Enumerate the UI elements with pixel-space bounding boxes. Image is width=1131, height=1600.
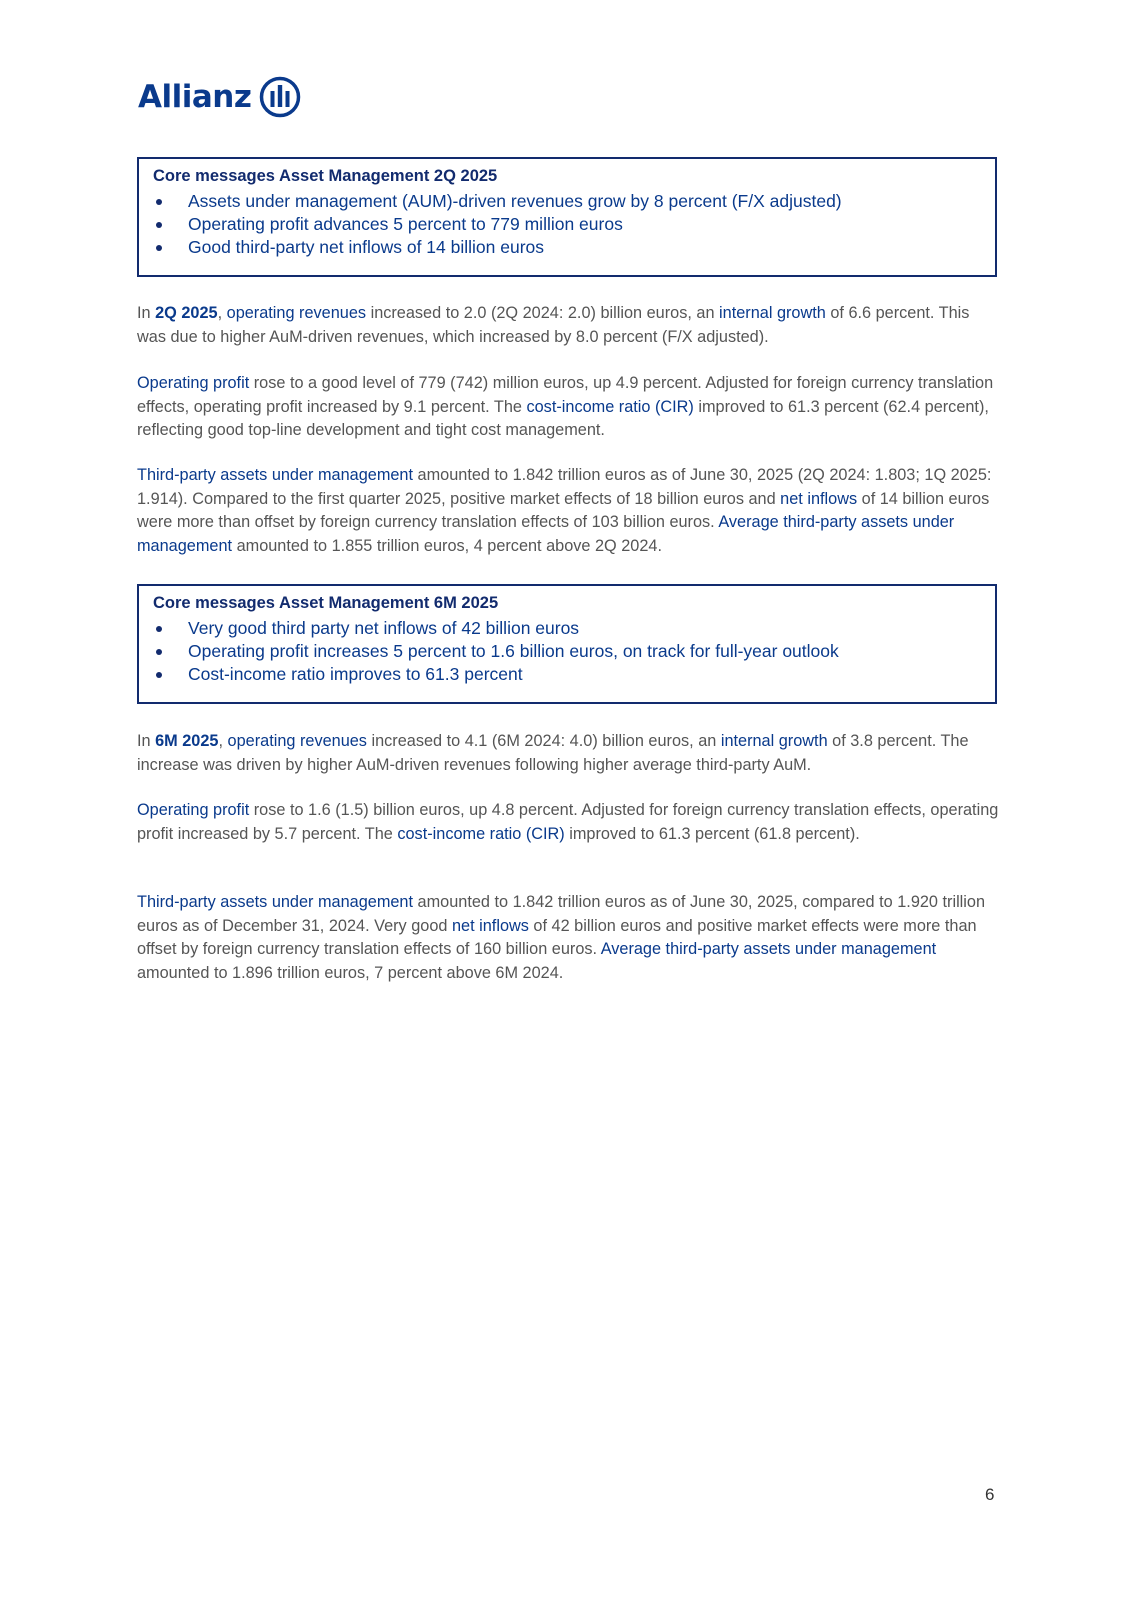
page-number: 6: [985, 1485, 995, 1504]
brand-wordmark: Allianz: [138, 79, 252, 115]
key-term: cost-income ratio (CIR): [397, 824, 565, 843]
text: of 3.8 percent. The increase was driven by higher AuM-driven revenues following higher average third-party AuM.: [137, 732, 969, 774]
text: improved to 61.3 percent (62.4 percent), reflecting good top-line development and tight cost management.: [137, 397, 989, 439]
text: of 14 billion euros were more than offset by foreign currency translation effects of 103 billion euros.: [137, 489, 990, 531]
paragraph-6m-operating-profit: [137, 799, 999, 846]
text: amounted to 1.855 trillion euros, 4 percent above 2Q 2024.: [232, 536, 662, 555]
bullet-item: Good third-party net inflows of 14 billion euros: [153, 236, 977, 259]
text: amounted to 1.896 trillion euros, 7 percent above 6M 2024.: [137, 963, 564, 982]
allianz-logo: [138, 75, 301, 119]
text: In: [137, 732, 156, 750]
box-title: Core messages Asset Management 6M 2025: [153, 594, 499, 612]
box-title: Core messages Asset Management 2Q 2025: [153, 167, 498, 185]
text: rose to 1.6 (1.5) billion euros, up 4.8 percent. Adjusted for foreign currency translation effects, operating profit increased by 5.7 percent. The: [137, 801, 999, 843]
bullet-item: Operating profit increases 5 percent to 1.6 billion euros, on track for full-year outlook: [153, 640, 977, 663]
core-messages-box-2q: [137, 157, 997, 277]
paragraph-2q-revenues: [137, 302, 999, 349]
bullet-list: [153, 617, 977, 686]
core-messages-box-6m: [137, 584, 997, 704]
bullet-item: Cost-income ratio improves to 61.3 percent: [153, 663, 977, 686]
key-term: Average third-party assets under management: [137, 513, 955, 555]
text: amounted to 1.842 trillion euros as of June 30, 2025 (2Q 2024: 1.803; 1Q 2025: 1.914). Compared to the first quarter 2025, positive market effects of 18 billion euros and: [137, 466, 992, 508]
text: ,: [217, 304, 227, 322]
key-term: internal growth: [719, 304, 826, 322]
bullet-item: Assets under management (AUM)-driven revenues grow by 8 percent (F/X adjusted): [153, 190, 977, 213]
text: of 42 billion euros and positive market effects were more than offset by foreign currency translation effects of 160 billion euros.: [137, 916, 977, 958]
bullet-item: Very good third party net inflows of 42 billion euros: [153, 617, 977, 640]
paragraph-2q-assets: [137, 464, 999, 558]
text: increased to 2.0 (2Q 2024: 2.0) billion euros, an: [366, 304, 720, 322]
allianz-eagle-icon: [259, 76, 301, 118]
key-term: net inflows: [451, 916, 529, 935]
bullet-item: Operating profit advances 5 percent to 779 million euros: [153, 213, 977, 236]
key-term: Third-party assets under management: [137, 893, 414, 911]
key-term: Third-party assets under management: [137, 466, 414, 484]
key-term: net inflows: [780, 489, 858, 508]
period-label: 6M 2025: [155, 732, 219, 750]
key-term: operating revenues: [227, 732, 367, 750]
key-term: cost-income ratio (CIR): [526, 397, 694, 416]
key-term: Operating profit: [137, 374, 250, 392]
text: rose to a good level of 779 (742) million euros, up 4.9 percent. Adjusted for foreign currency translation effects, operating profit increased by 9.1 percent. The: [137, 374, 994, 416]
text: of 6.6 percent. This was due to higher AuM-driven revenues, which increased by 8.0 percent (F/X adjusted).: [137, 304, 970, 346]
key-term: Average third-party assets under management: [600, 940, 937, 958]
key-term: Operating profit: [137, 801, 250, 819]
text: In: [137, 304, 156, 322]
paragraph-6m-assets: [137, 891, 999, 985]
period-label: 2Q 2025: [155, 304, 218, 322]
key-term: operating revenues: [226, 304, 367, 322]
paragraph-6m-revenues: [137, 730, 999, 777]
bullet-list: [153, 190, 977, 259]
text: improved to 61.3 percent (61.8 percent).: [564, 824, 860, 843]
key-term: internal growth: [720, 732, 828, 750]
paragraph-2q-operating-profit: [137, 372, 999, 443]
text: ,: [218, 732, 228, 750]
text: increased to 4.1 (6M 2024: 4.0) billion euros, an: [366, 732, 721, 750]
text: amounted to 1.842 trillion euros as of June 30, 2025, compared to 1.920 trillion euros as of December 31, 2024. Very good: [137, 893, 986, 935]
